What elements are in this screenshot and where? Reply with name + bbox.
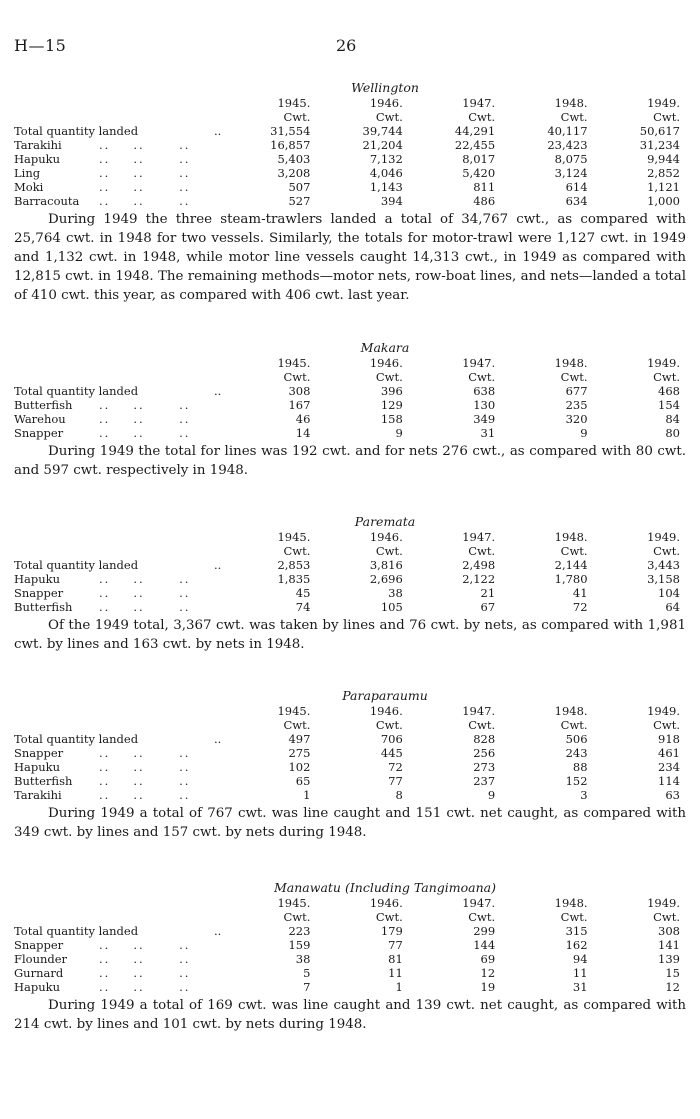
- table-cell: 50,617: [639, 124, 680, 138]
- table-cell: 16,857: [270, 138, 311, 152]
- table-cell: 275: [288, 746, 311, 760]
- row-label: Butterfish: [14, 398, 73, 412]
- table-row: Total quantity landed .. 31,554 39,744 44,291 40,117 50,617: [14, 124, 686, 138]
- table-cell: 706: [380, 732, 403, 746]
- table-cell: 141: [658, 938, 680, 952]
- table-cell: 1,780: [554, 572, 588, 586]
- table-cell: 72: [572, 600, 588, 614]
- year-header: 1948.: [554, 704, 588, 718]
- unit-header: Cwt.: [560, 718, 588, 732]
- year-header: 1947.: [462, 896, 496, 910]
- table-row: Hapuku .. .. .. 7 1 19 31 12: [14, 980, 686, 994]
- row-label: Warehou: [14, 412, 66, 426]
- table-cell: 159: [288, 938, 311, 952]
- table-cell: 74: [295, 600, 311, 614]
- table-cell: 154: [658, 398, 680, 412]
- row-label: Total quantity landed: [14, 924, 139, 938]
- table-cell: 14: [295, 426, 311, 440]
- table-cell: 31: [480, 426, 496, 440]
- table-row: Total quantity landed .. 223 179 299 315 308: [14, 924, 686, 938]
- unit-header: Cwt.: [468, 370, 496, 384]
- table-row: Snapper .. .. .. 14 9 31 9 80: [14, 426, 686, 440]
- year-header: 1949.: [647, 896, 680, 910]
- table-cell: 38: [295, 952, 311, 966]
- table-cell: 9: [487, 788, 496, 802]
- table-cell: 8,017: [462, 152, 496, 166]
- year-header: 1945.: [277, 704, 311, 718]
- year-header: 1945.: [277, 530, 311, 544]
- year-header: 1946.: [369, 96, 403, 110]
- table-cell: 41: [572, 586, 588, 600]
- table-cell: 12: [665, 980, 680, 994]
- table-cell: 77: [388, 774, 403, 788]
- year-header-row: [14, 96, 686, 110]
- table-cell: 308: [288, 384, 311, 398]
- table-cell: 105: [380, 600, 403, 614]
- table-cell: 31,234: [639, 138, 680, 152]
- catch-table: [14, 356, 686, 440]
- unit-header: Cwt.: [468, 718, 496, 732]
- unit-header: Cwt.: [468, 110, 496, 124]
- table-cell: 139: [658, 952, 680, 966]
- table-row: Barracouta .. .. .. 527 394 486 634 1,000: [14, 194, 686, 208]
- row-label: Butterfish: [14, 600, 73, 614]
- year-header-row: [14, 896, 686, 910]
- table-cell: 167: [288, 398, 311, 412]
- section-paragraph: Of the 1949 total, 3,367 cwt. was taken by lines and 76 cwt. by nets, as compared with 1,981 cwt. by lines and 163 cwt. by nets in 1948.: [14, 618, 686, 652]
- table-cell: 15: [665, 966, 680, 980]
- row-label: Total quantity landed: [14, 384, 139, 398]
- table-cell: 2,853: [277, 558, 311, 572]
- year-header: 1949.: [647, 356, 680, 370]
- unit-header-row: [14, 370, 686, 384]
- table-cell: 22,455: [454, 138, 496, 152]
- table-cell: 5,420: [462, 166, 496, 180]
- table-cell: 1,143: [369, 180, 403, 194]
- unit-header: Cwt.: [653, 910, 680, 924]
- year-header: 1948.: [554, 96, 588, 110]
- section-wellington: [14, 80, 686, 305]
- table-cell: 31,554: [270, 124, 311, 138]
- table-cell: 3,208: [277, 166, 311, 180]
- table-cell: 23,423: [547, 138, 588, 152]
- table-cell: 65: [295, 774, 311, 788]
- table-cell: 179: [380, 924, 403, 938]
- section-paragraph: During 1949 a total of 169 cwt. was line caught and 139 cwt. net caught, as compared with 214 cwt. by lines and 101 cwt. by nets during 1948.: [14, 998, 686, 1032]
- table-row: Ling .. .. .. 3,208 4,046 5,420 3,124 2,852: [14, 166, 686, 180]
- table-row: Total quantity landed .. 497 706 828 506 918: [14, 732, 686, 746]
- table-cell: 1,835: [277, 572, 311, 586]
- table-row: Tarakihi .. .. .. 16,857 21,204 22,455 23,423 31,234: [14, 138, 686, 152]
- table-cell: 7: [303, 980, 311, 994]
- table-cell: 84: [665, 412, 680, 426]
- table-cell: 273: [473, 760, 496, 774]
- unit-header: Cwt.: [653, 370, 680, 384]
- table-cell: 162: [565, 938, 588, 952]
- section-paremata: [14, 514, 686, 654]
- table-cell: 7,132: [369, 152, 403, 166]
- unit-header: Cwt.: [653, 110, 680, 124]
- table-row: Hapuku .. .. .. 1,835 2,696 2,122 1,780 3,158: [14, 572, 686, 586]
- page-header: [14, 36, 690, 56]
- year-header: 1945.: [277, 356, 311, 370]
- table-cell: 308: [658, 924, 680, 938]
- table-cell: 223: [288, 924, 311, 938]
- table-row: Moki .. .. .. 507 1,143 811 614 1,121: [14, 180, 686, 194]
- table-cell: 506: [565, 732, 588, 746]
- unit-header: Cwt.: [560, 370, 588, 384]
- year-header-row: [14, 704, 686, 718]
- unit-header-row: [14, 910, 686, 924]
- table-cell: 3,124: [554, 166, 588, 180]
- table-cell: 811: [473, 180, 496, 194]
- table-cell: 468: [658, 384, 680, 398]
- table-cell: 320: [565, 412, 588, 426]
- table-cell: 130: [473, 398, 496, 412]
- table-row: Hapuku .. .. .. 102 72 273 88 234: [14, 760, 686, 774]
- table-row: Snapper .. .. .. 275 445 256 243 461: [14, 746, 686, 760]
- table-cell: 9,944: [647, 152, 680, 166]
- table-row: Snapper .. .. .. 159 77 144 162 141: [14, 938, 686, 952]
- table-cell: 918: [658, 732, 680, 746]
- row-label: Snapper: [14, 586, 64, 600]
- table-cell: 3,443: [647, 558, 680, 572]
- section-paragraph: During 1949 a total of 767 cwt. was line caught and 151 cwt. net caught, as compared with 349 cwt. by lines and 157 cwt. by nets during 1948.: [14, 806, 686, 840]
- table-cell: 497: [288, 732, 311, 746]
- table-cell: 81: [388, 952, 403, 966]
- year-header: 1947.: [462, 356, 496, 370]
- table-cell: 21,204: [362, 138, 403, 152]
- table-cell: 445: [380, 746, 403, 760]
- table-row: Butterfish .. .. .. 65 77 237 152 114: [14, 774, 686, 788]
- unit-header: Cwt.: [468, 544, 496, 558]
- table-cell: 38: [388, 586, 403, 600]
- table-row: Butterfish .. .. .. 74 105 67 72 64: [14, 600, 686, 614]
- table-cell: 299: [473, 924, 496, 938]
- year-header: 1945.: [277, 96, 311, 110]
- table-cell: 243: [565, 746, 588, 760]
- table-row: Total quantity landed .. 2,853 3,816 2,498 2,144 3,443: [14, 558, 686, 572]
- table-cell: 614: [565, 180, 588, 194]
- unit-header: Cwt.: [560, 910, 588, 924]
- section-paragraph: During 1949 the total for lines was 192 cwt. and for nets 276 cwt., as compared with 80 cwt. and 597 cwt. respectively in 1948.: [14, 444, 686, 478]
- table-cell: 2,696: [369, 572, 403, 586]
- year-header: 1946.: [369, 704, 403, 718]
- table-cell: 12: [480, 966, 496, 980]
- unit-header-row: [14, 718, 686, 732]
- table-cell: 461: [658, 746, 680, 760]
- unit-header: Cwt.: [653, 718, 680, 732]
- row-label: Snapper: [14, 938, 64, 952]
- section-paragraph: During 1949 the three steam-trawlers landed a total of 34,767 cwt., as compared with 25,764 cwt. in 1948 for two vessels. Similarly, the totals for motor-trawl were 1,127 cwt. in 1949 and 1,132 cwt. in 1948, while motor line vessels caught 14,313 cwt., in 1949 as compared with 12,815 cwt. in 1948. The remaining methods—motor nets, row-boat lines, and nets—landed a total of 410 cwt. this year, as compared with 406 cwt. last year.: [14, 212, 686, 303]
- row-label: Barracouta: [14, 194, 80, 208]
- row-label: Hapuku: [14, 760, 61, 774]
- unit-header: Cwt.: [375, 544, 403, 558]
- table-cell: 63: [665, 788, 680, 802]
- year-header: 1946.: [369, 896, 403, 910]
- table-cell: 1,000: [647, 194, 680, 208]
- unit-header: Cwt.: [283, 110, 311, 124]
- row-label: Butterfish: [14, 774, 73, 788]
- table-cell: 77: [388, 938, 403, 952]
- table-cell: 129: [380, 398, 403, 412]
- table-cell: 2,498: [462, 558, 496, 572]
- unit-header: Cwt.: [560, 544, 588, 558]
- table-cell: 2,852: [647, 166, 680, 180]
- unit-header-row: [14, 544, 686, 558]
- unit-header-row: [14, 110, 686, 124]
- table-cell: 45: [295, 586, 311, 600]
- table-cell: 144: [473, 938, 496, 952]
- table-cell: 3: [580, 788, 588, 802]
- table-cell: 88: [572, 760, 588, 774]
- row-label: Flounder: [14, 952, 68, 966]
- table-cell: 19: [480, 980, 496, 994]
- table-cell: 634: [565, 194, 588, 208]
- unit-header: Cwt.: [283, 544, 311, 558]
- table-cell: 2,144: [554, 558, 588, 572]
- table-cell: 256: [473, 746, 496, 760]
- year-header: 1947.: [462, 96, 496, 110]
- year-header: 1949.: [647, 704, 680, 718]
- table-cell: 3,158: [647, 572, 680, 586]
- page-number: 26: [336, 36, 357, 55]
- year-header: 1949.: [647, 530, 680, 544]
- table-row: Warehou .. .. .. 46 158 349 320 84: [14, 412, 686, 426]
- section-title: Makara: [360, 340, 410, 355]
- table-cell: 1,121: [647, 180, 680, 194]
- table-cell: 72: [388, 760, 403, 774]
- table-cell: 9: [580, 426, 588, 440]
- section-title: Wellington: [351, 80, 419, 95]
- catch-table: [14, 96, 686, 208]
- table-row: Snapper .. .. .. 45 38 21 41 104: [14, 586, 686, 600]
- year-header-row: [14, 530, 686, 544]
- row-label: Hapuku: [14, 980, 61, 994]
- unit-header: Cwt.: [283, 718, 311, 732]
- table-cell: 677: [565, 384, 588, 398]
- table-cell: 5: [303, 966, 311, 980]
- year-header: 1946.: [369, 356, 403, 370]
- year-header: 1946.: [369, 530, 403, 544]
- table-cell: 31: [572, 980, 588, 994]
- year-header: 1947.: [462, 704, 496, 718]
- table-row: Butterfish .. .. .. 167 129 130 235 154: [14, 398, 686, 412]
- row-label: Moki: [14, 180, 44, 194]
- section-makara: [14, 340, 686, 480]
- table-cell: 11: [572, 966, 588, 980]
- section-manawatu: [14, 880, 686, 1034]
- table-row: Gurnard .. .. .. 5 11 12 11 15: [14, 966, 686, 980]
- section-title: Paraparaumu: [342, 688, 428, 703]
- table-cell: 1: [395, 980, 403, 994]
- table-cell: 234: [658, 760, 680, 774]
- row-label: Total quantity landed: [14, 124, 139, 138]
- year-header: 1948.: [554, 896, 588, 910]
- row-label: Hapuku: [14, 572, 61, 586]
- unit-header: Cwt.: [653, 544, 680, 558]
- table-cell: 67: [480, 600, 496, 614]
- table-row: Flounder .. .. .. 38 81 69 94 139: [14, 952, 686, 966]
- row-label: Tarakihi: [14, 138, 62, 152]
- table-cell: 507: [288, 180, 311, 194]
- unit-header: Cwt.: [375, 110, 403, 124]
- document-reference: H—15: [14, 36, 67, 55]
- table-cell: 152: [565, 774, 588, 788]
- unit-header: Cwt.: [283, 370, 311, 384]
- row-label: Gurnard: [14, 966, 64, 980]
- table-cell: 104: [658, 586, 680, 600]
- table-cell: 237: [473, 774, 496, 788]
- section-paraparaumu: [14, 688, 686, 842]
- table-cell: 158: [380, 412, 403, 426]
- table-row: Tarakihi .. .. .. 1 8 9 3 63: [14, 788, 686, 802]
- table-cell: 235: [565, 398, 588, 412]
- row-label: Snapper: [14, 746, 64, 760]
- table-row: Total quantity landed .. 308 396 638 677 468: [14, 384, 686, 398]
- year-header: 1948.: [554, 530, 588, 544]
- unit-header: Cwt.: [468, 910, 496, 924]
- year-header: 1945.: [277, 896, 311, 910]
- table-cell: 828: [473, 732, 496, 746]
- table-cell: 46: [295, 412, 311, 426]
- row-label: Snapper: [14, 426, 64, 440]
- row-label: Ling: [14, 166, 41, 180]
- table-cell: 9: [395, 426, 403, 440]
- unit-header: Cwt.: [375, 718, 403, 732]
- table-cell: 4,046: [369, 166, 403, 180]
- table-cell: 3,816: [369, 558, 403, 572]
- table-cell: 8: [395, 788, 403, 802]
- table-cell: 80: [665, 426, 680, 440]
- unit-header: Cwt.: [283, 910, 311, 924]
- section-title: Manawatu (Including Tangimoana): [274, 880, 496, 895]
- table-cell: 94: [572, 952, 588, 966]
- table-cell: 394: [380, 194, 403, 208]
- table-cell: 349: [473, 412, 496, 426]
- table-cell: 44,291: [454, 124, 496, 138]
- table-cell: 638: [473, 384, 496, 398]
- table-cell: 102: [288, 760, 311, 774]
- table-cell: 69: [480, 952, 496, 966]
- table-cell: 315: [565, 924, 588, 938]
- row-label: Total quantity landed: [14, 732, 139, 746]
- catch-table: [14, 530, 686, 614]
- year-header-row: [14, 356, 686, 370]
- unit-header: Cwt.: [375, 370, 403, 384]
- table-cell: 1: [303, 788, 311, 802]
- table-row: Hapuku .. .. .. 5,403 7,132 8,017 8,075 9,944: [14, 152, 686, 166]
- catch-table: [14, 704, 686, 802]
- row-label: Total quantity landed: [14, 558, 139, 572]
- year-header: 1948.: [554, 356, 588, 370]
- table-cell: 21: [480, 586, 496, 600]
- table-cell: 8,075: [554, 152, 588, 166]
- unit-header: Cwt.: [375, 910, 403, 924]
- unit-header: Cwt.: [560, 110, 588, 124]
- year-header: 1949.: [647, 96, 680, 110]
- table-cell: 486: [473, 194, 496, 208]
- table-cell: 39,744: [362, 124, 403, 138]
- table-cell: 11: [388, 966, 403, 980]
- table-cell: 64: [665, 600, 680, 614]
- section-title: Paremata: [354, 514, 416, 529]
- table-cell: 2,122: [462, 572, 496, 586]
- table-cell: 396: [380, 384, 403, 398]
- table-cell: 40,117: [547, 124, 588, 138]
- row-label: Hapuku: [14, 152, 61, 166]
- year-header: 1947.: [462, 530, 496, 544]
- catch-table: [14, 896, 686, 994]
- table-cell: 114: [658, 774, 680, 788]
- row-label: Tarakihi: [14, 788, 62, 802]
- table-cell: 5,403: [277, 152, 311, 166]
- table-cell: 527: [288, 194, 311, 208]
